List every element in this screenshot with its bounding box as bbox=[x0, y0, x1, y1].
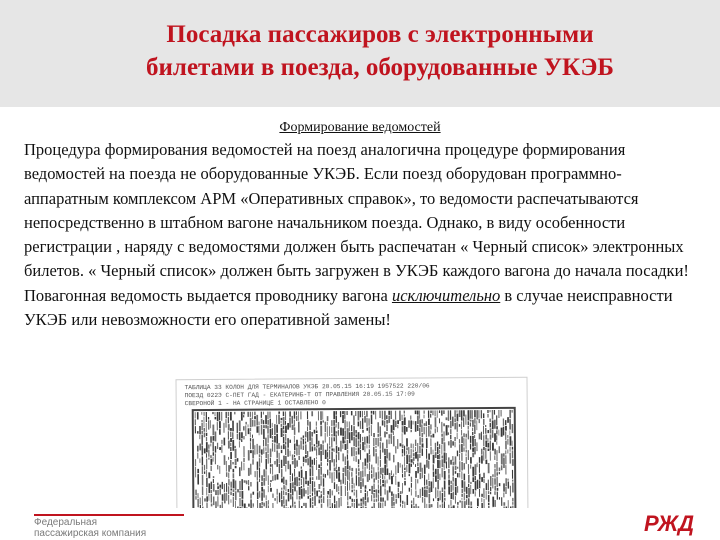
paragraph-2 bbox=[24, 284, 704, 333]
scanned-document-image bbox=[176, 377, 529, 523]
scan-header-line-2: ПОЕЗД 022Э С-ПЕТ ГАД - ЕКАТЕРИНБ-Т ОТ ПРАВЛЕНИЯ 20.05.15 17:09 bbox=[184, 390, 415, 400]
paragraph-1: Процедура формирования ведомостей на поезд аналогична процедуре формирования ведомостей на поезда не оборудованные УКЭБ. Если поезд оборудован программно-аппаратным комплексом АРМ «Оперативных справок», то ведомости распечатываются непосредственно в штабном вагоне начальником поезда. Однако, в виду особенности регистрации , наряду с ведомостями должен быть распечатан « Черный список» электронных билетов. « Черный список» должен быть загружен в УКЭБ каждого вагона до начала посадки! bbox=[24, 140, 689, 281]
paragraph-2-start: Повагонная ведомость выдается проводнику вагона bbox=[24, 285, 392, 305]
title-line-2: билетами в поезда, оборудованные УКЭБ bbox=[146, 54, 614, 81]
logo-text: РЖД bbox=[643, 511, 695, 536]
slide-title bbox=[60, 18, 700, 84]
scan-header-line-1: ТАБЛИЦА 33 КОЛОН ДЛЯ ТЕРМИНАЛОВ УКЭБ 20.05.15 16:19 1957522 220/06 bbox=[184, 382, 430, 392]
rzd-logo-icon bbox=[638, 510, 700, 536]
title-line-1: Посадка пассажиров с электронными bbox=[166, 21, 594, 48]
company-name-line-2: пассажирская компания bbox=[34, 528, 147, 539]
emphasis-word: исключительно bbox=[391, 285, 501, 305]
body-text bbox=[24, 138, 704, 332]
section-heading: Формирование ведомостей bbox=[279, 120, 441, 135]
paragraph-2-end: в случае неисправности УКЭБ или невозможности его оперативной замены! bbox=[24, 285, 673, 330]
footer-accent-line bbox=[34, 514, 184, 516]
company-name bbox=[34, 517, 146, 539]
company-name-line-1: Федеральная bbox=[34, 517, 98, 528]
barcode-pattern bbox=[193, 408, 516, 518]
scan-header-line-3: СВЕРОНОЙ 1 - НА СТРАНИЦЕ 1 ОСТАВЛЕНО 0 bbox=[184, 399, 326, 408]
